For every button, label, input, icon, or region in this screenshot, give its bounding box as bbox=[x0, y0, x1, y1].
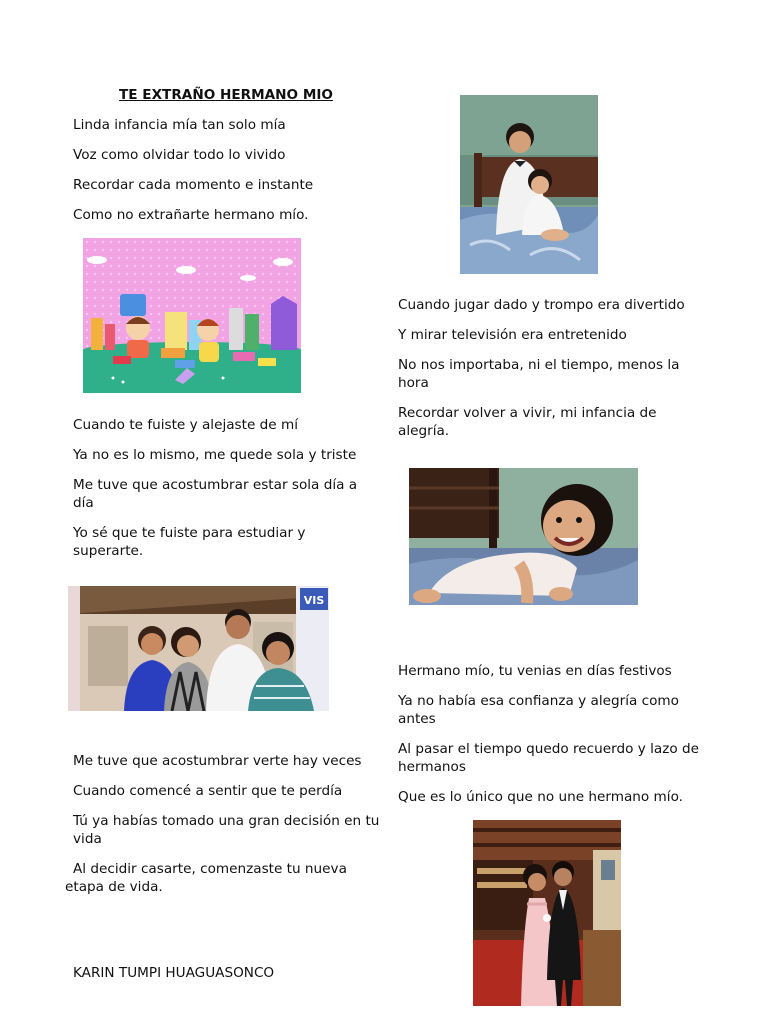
poem-line: Linda infancia mía tan solo mía bbox=[73, 117, 286, 133]
children-on-bed-photo bbox=[460, 95, 598, 274]
poem-line: Hermano mío, tu venias en días festivos bbox=[398, 663, 672, 679]
sign-text: VIS bbox=[303, 594, 325, 607]
poem-line: Que es lo único que no une hermano mío. bbox=[398, 789, 683, 805]
author-name: KARIN TUMPI HUAGUASONCO bbox=[73, 965, 275, 981]
poem-line: Me tuve que acostumbrar estar sola día a día bbox=[73, 477, 358, 511]
poem-line: Al pasar el tiempo quedo recuerdo y lazo de hermanos bbox=[398, 741, 699, 775]
poem-line: Recordar cada momento e instante bbox=[73, 177, 314, 193]
poem-line: Ya no había esa confianza y alegría como antes bbox=[398, 693, 679, 727]
family-group-photo bbox=[68, 586, 329, 711]
poem-line: Como no extrañarte hermano mío. bbox=[73, 207, 309, 223]
poem-line: Y mirar televisión era entretenido bbox=[398, 327, 627, 343]
clipart-children-reading bbox=[83, 238, 301, 393]
poem-line: Cuando comencé a sentir que te perdía bbox=[73, 783, 343, 799]
poem-line: No nos importaba, ni el tiempo, menos la hora bbox=[398, 357, 680, 391]
poem-line: Cuando jugar dado y trompo era divertido bbox=[398, 297, 685, 313]
poem-line: Recordar volver a vivir, mi infancia de alegría. bbox=[398, 405, 657, 439]
poem-title: TE EXTRAÑO HERMANO MIO bbox=[119, 87, 333, 103]
poem-line: Tú ya habías tomado una gran decisión en tu vida bbox=[73, 813, 380, 847]
poem-line: Cuando te fuiste y alejaste de mí bbox=[73, 417, 298, 433]
poem-line: Me tuve que acostumbrar verte hay veces bbox=[73, 753, 362, 769]
poem-line: Yo sé que te fuiste para estudiar y superarte. bbox=[73, 525, 306, 559]
poem-line: Ya no es lo mismo, me quede sola y triste bbox=[73, 447, 357, 463]
baby-on-bed-photo bbox=[409, 468, 638, 605]
poem-line: Al decidir casarte, comenzaste tu nueva etapa de vida. bbox=[65, 861, 347, 895]
poem-line: Voz como olvidar todo lo vivido bbox=[73, 147, 286, 163]
wedding-couple-photo bbox=[473, 820, 621, 1006]
